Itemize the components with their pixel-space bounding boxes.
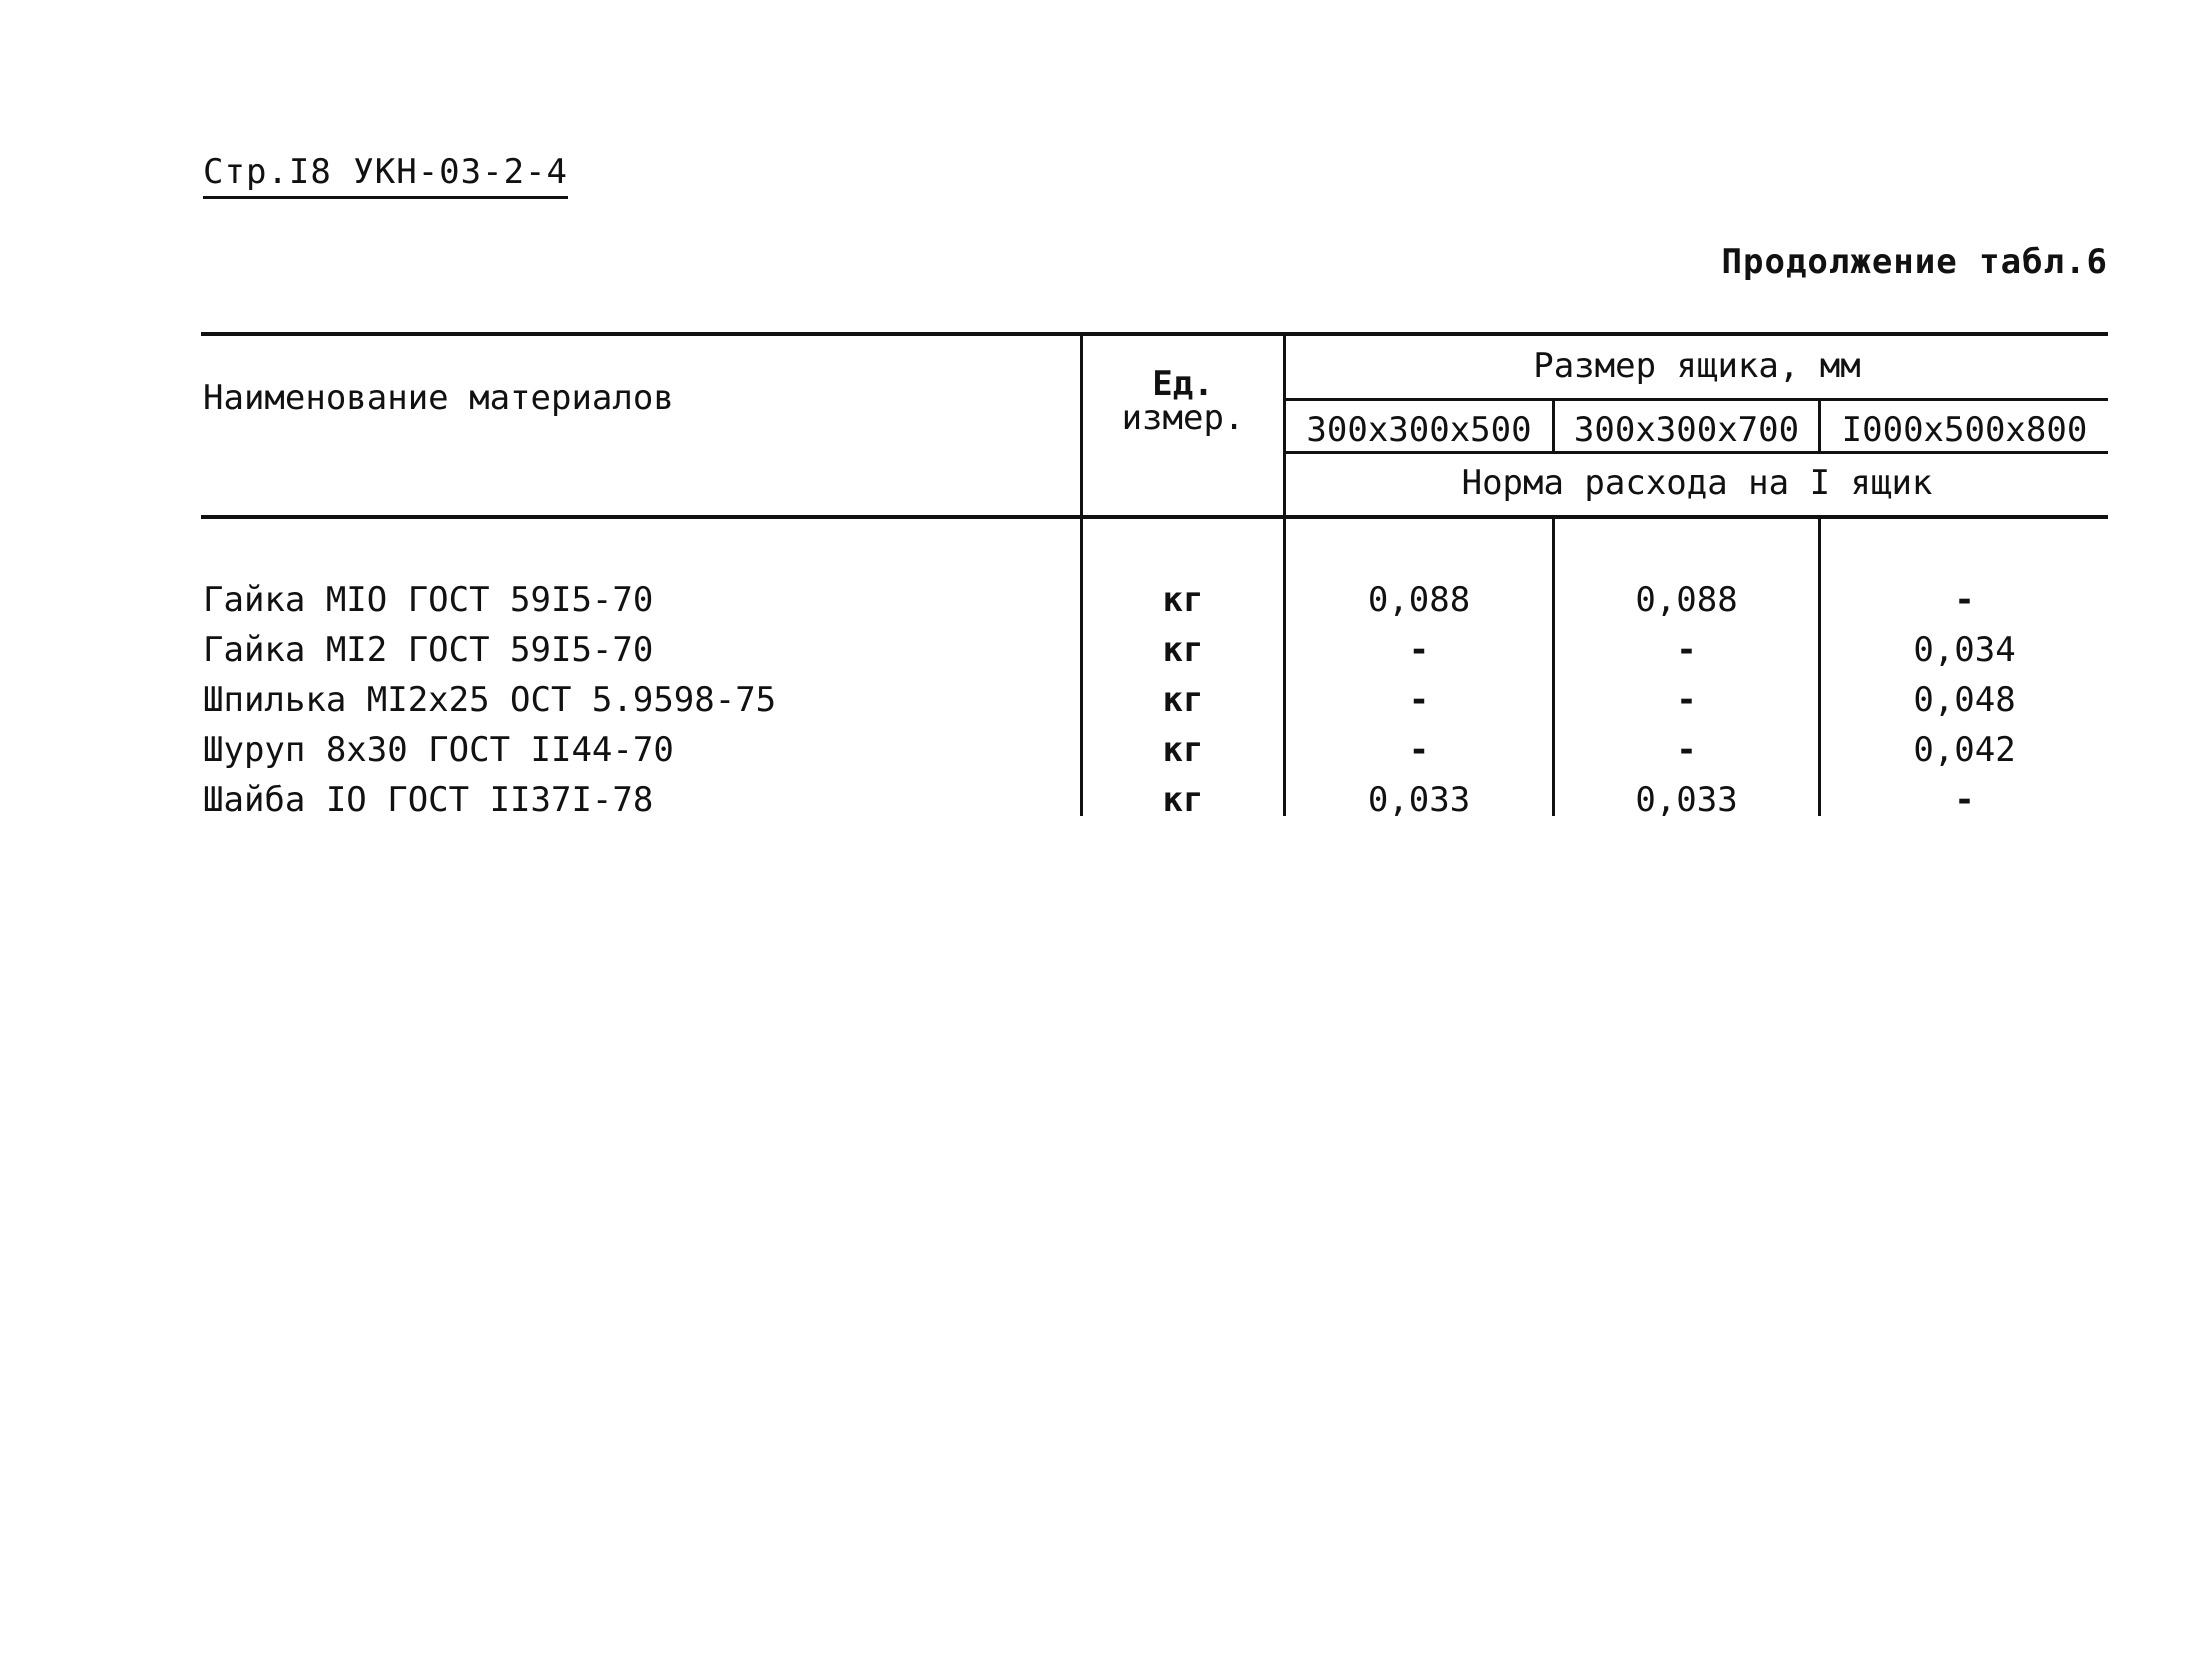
row-unit: кг (1162, 780, 1204, 820)
header-size-2: 300x300x700 (1573, 410, 1800, 450)
header-size-3: I000x500x800 (1841, 410, 2088, 450)
row-value-size1: - (1408, 630, 1430, 670)
header-unit-line1: Ед. (1152, 364, 1214, 404)
page-reference: Стр.I8 УКН-03-2-4 (203, 152, 568, 199)
row-value-size2: - (1676, 680, 1697, 720)
header-size-group: Размер ящика, мм (1533, 346, 1861, 386)
row-value-size1: 0,088 (1367, 580, 1471, 620)
row-value-size3: 0,034 (1913, 630, 2016, 670)
table-top-rule (201, 332, 2108, 336)
row-material-name: Гайка MIO ГОСТ 59I5-70 (203, 580, 654, 620)
row-value-size3: 0,048 (1913, 680, 2016, 720)
row-value-size1: 0,033 (1367, 780, 1471, 820)
row-value-size3: 0,042 (1913, 730, 2016, 770)
row-value-size2: - (1676, 630, 1697, 670)
table-continuation-label: Продолжение табл.6 (1721, 242, 2108, 282)
sizes-rule (1285, 451, 2108, 454)
header-bottom-rule (201, 515, 2108, 519)
row-value-size3: - (1954, 580, 1975, 620)
row-value-size2: - (1676, 730, 1697, 770)
row-material-name: Шуруп 8x30 ГОСТ II44-70 (203, 730, 674, 770)
size-group-rule (1285, 398, 2108, 401)
header-size-1: 300x300x500 (1306, 410, 1532, 450)
header-norm: Норма расхода на I ящик (1461, 463, 1933, 503)
row-value-size1: - (1408, 730, 1430, 770)
header-unit-line2: измер. (1121, 398, 1245, 438)
row-material-name: Шайба IO ГОСТ II37I-78 (203, 780, 654, 820)
row-value-size2: 0,033 (1635, 780, 1738, 820)
header-material-name: Наименование материалов (203, 378, 674, 418)
row-material-name: Шпилька MI2x25 ОСТ 5.9598-75 (203, 680, 777, 720)
row-unit: кг (1162, 580, 1204, 620)
row-material-name: Гайка MI2 ГОСТ 59I5-70 (203, 630, 654, 670)
row-unit: кг (1162, 630, 1204, 670)
row-unit: кг (1162, 730, 1204, 770)
row-value-size1: - (1408, 680, 1430, 720)
row-unit: кг (1162, 680, 1204, 720)
row-value-size3: - (1954, 780, 1975, 820)
row-value-size2: 0,088 (1635, 580, 1738, 620)
